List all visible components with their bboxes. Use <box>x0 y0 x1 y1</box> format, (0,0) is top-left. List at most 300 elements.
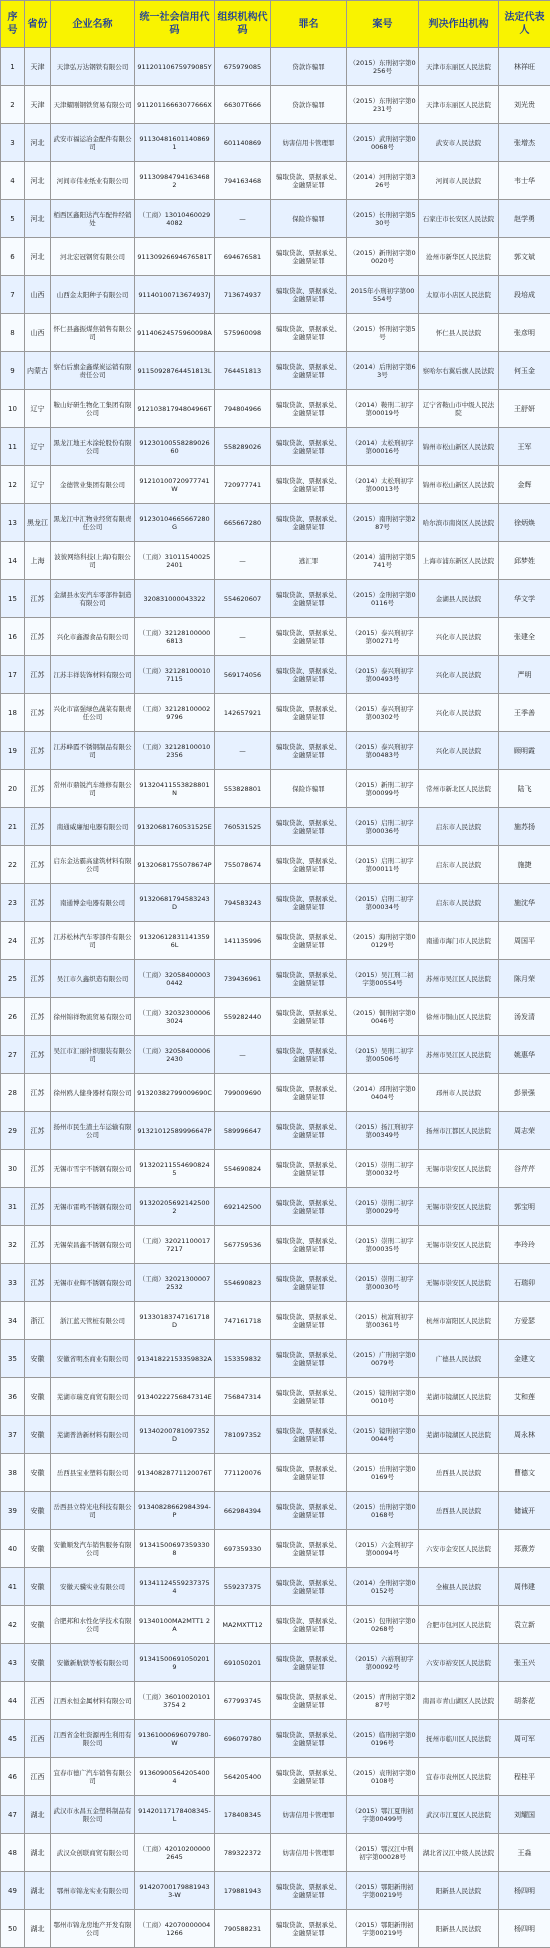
row-org-code: 142657921 <box>215 694 271 732</box>
row-case-no: （2014）鞍刑二初字第00019号 <box>347 390 419 428</box>
row-legal-rep: 张建全 <box>499 618 550 656</box>
row-org-code: 789322372 <box>215 1834 271 1872</box>
row-court: 杭州市富阳区人民法院 <box>419 1302 499 1340</box>
row-credit-code: 91340222756847314E <box>135 1378 215 1416</box>
row-org-code: 696079780 <box>215 1720 271 1758</box>
row-legal-rep: 曹德文 <box>499 1454 550 1492</box>
table-row <box>1 960 550 998</box>
table-row <box>1 656 550 694</box>
table-row <box>1 732 550 770</box>
row-legal-rep: 郑熹芳 <box>499 1530 550 1568</box>
row-crime: 骗取贷款、票据承兑、金融票证罪 <box>271 808 347 846</box>
row-crime: 骗取贷款、票据承兑、金融票证罪 <box>271 1226 347 1264</box>
row-crime: 骗取贷款、票据承兑、金融票证罪 <box>271 1682 347 1720</box>
row-no: 47 <box>1 1796 25 1834</box>
row-company: 南通威廉旭电器有限公司 <box>51 808 135 846</box>
row-case-no: （2014）后刑初字第63号 <box>347 352 419 390</box>
row-court: 天津市东丽区人民法院 <box>419 86 499 124</box>
row-legal-rep: 周永林 <box>499 1416 550 1454</box>
row-credit-code: （工商）321281000029796 <box>135 694 215 732</box>
row-province: 江西 <box>25 1720 51 1758</box>
table-row <box>1 1302 550 1340</box>
row-org-code: 794583243 <box>215 884 271 922</box>
row-legal-rep: 陆飞 <box>499 770 550 808</box>
row-org-code: 559282440 <box>215 998 271 1036</box>
row-case-no: （2015）六裕刑初字第00092号 <box>347 1644 419 1682</box>
row-no: 41 <box>1 1568 25 1606</box>
row-court: 河间市人民法院 <box>419 162 499 200</box>
row-no: 8 <box>1 314 25 352</box>
row-credit-code: 91341124559237375 4 <box>135 1568 215 1606</box>
row-crime: 骗取贷款、票据承兑、金融票证罪 <box>271 1606 347 1644</box>
row-company: 武安市福运冶金配件有限公司 <box>51 124 135 162</box>
row-company: 无锡市雷鸣不锈钢有限公司 <box>51 1188 135 1226</box>
row-crime: 骗取贷款、票据承兑、金融票证罪 <box>271 846 347 884</box>
row-org-code: 760531525 <box>215 808 271 846</box>
row-credit-code: 91210100720977741W <box>135 466 215 504</box>
row-no: 24 <box>1 922 25 960</box>
row-province: 安徽 <box>25 1530 51 1568</box>
row-no: 21 <box>1 808 25 846</box>
row-crime: 保险诈骗罪 <box>271 770 347 808</box>
row-province: 安徽 <box>25 1454 51 1492</box>
row-org-code: 739436961 <box>215 960 271 998</box>
header-no: 序号 <box>1 1 25 48</box>
row-case-no: （2015）金刑初字第00116号 <box>347 580 419 618</box>
row-no: 26 <box>1 998 25 1036</box>
row-company: 武汉市永昌五金塑料制品有限公司 <box>51 1796 135 1834</box>
row-credit-code: 91361000696079780-W <box>135 1720 215 1758</box>
row-company: 武汉众创联商贸有限公司 <box>51 1834 135 1872</box>
row-company: 无锡市雪宇不锈钢有限公司 <box>51 1150 135 1188</box>
row-company: 怀仁县鑫振煤焦销售有限公司 <box>51 314 135 352</box>
row-case-no: （2015）崇刑二初字第00032号 <box>347 1150 419 1188</box>
row-company: 兴化市鑫源食品有限公司 <box>51 618 135 656</box>
row-crime: 骗取贷款、票据承兑、金融票证罪 <box>271 1454 347 1492</box>
row-case-no: （2015）泰兴刑初字第00302号 <box>347 694 419 732</box>
row-court: 南昌市青山湖区人民法院 <box>419 1682 499 1720</box>
row-crime: 妨害信用卡管理罪 <box>271 124 347 162</box>
row-org-code: 691050201 <box>215 1644 271 1682</box>
row-no: 33 <box>1 1264 25 1302</box>
row-court: 广德县人民法院 <box>419 1340 499 1378</box>
row-crime: 骗取贷款、票据承兑、金融票证罪 <box>271 1530 347 1568</box>
row-province: 湖北 <box>25 1872 51 1910</box>
table-row <box>1 1378 550 1416</box>
row-case-no: （2015）启刑二初字第00011号 <box>347 846 419 884</box>
row-province: 安徽 <box>25 1568 51 1606</box>
row-credit-code: 91340828662984394-P <box>135 1492 215 1530</box>
row-legal-rep: 胡茶花 <box>499 1682 550 1720</box>
row-company: 启东金达霸高建筑材料有限公司 <box>51 846 135 884</box>
row-crime: 骗取贷款、票据承兑、金融票证罪 <box>271 1758 347 1796</box>
row-legal-rep: 郭宝明 <box>499 1188 550 1226</box>
row-legal-rep: 顾明霞 <box>499 732 550 770</box>
row-crime: 逃汇罪 <box>271 542 347 580</box>
row-credit-code: 91320612831141359 6L <box>135 922 215 960</box>
row-credit-code: 91320205692142500 2 <box>135 1188 215 1226</box>
row-legal-rep: 陈月荣 <box>499 960 550 998</box>
row-company: 安徽省明杰商业有限公司 <box>51 1340 135 1378</box>
row-province: 河北 <box>25 124 51 162</box>
row-legal-rep: 姚惠华 <box>499 1036 550 1074</box>
row-court: 哈尔滨市南岗区人民法院 <box>419 504 499 542</box>
row-court: 启东市人民法院 <box>419 884 499 922</box>
row-province: 安徽 <box>25 1340 51 1378</box>
row-credit-code: （工商）130104600294082 <box>135 200 215 238</box>
row-crime: 骗取贷款、票据承兑、金融票证罪 <box>271 1112 347 1150</box>
row-company: 鄂州市锦龙房地产开发有限公司 <box>51 1910 135 1948</box>
row-credit-code: 91420117178408345-L <box>135 1796 215 1834</box>
row-case-no: （2015）包刑初字第00268号 <box>347 1606 419 1644</box>
row-province: 江苏 <box>25 1188 51 1226</box>
row-company: 江西省金牡资源再生利用有限公司 <box>51 1720 135 1758</box>
row-case-no: （2015）东刑初字第0256号 <box>347 48 419 86</box>
row-org-code: — <box>215 542 271 580</box>
row-legal-rep: 施捷 <box>499 846 550 884</box>
row-province: 安徽 <box>25 1492 51 1530</box>
row-credit-code: 91320411553828801N <box>135 770 215 808</box>
row-org-code: 781097352 <box>215 1416 271 1454</box>
row-org-code: 675979085 <box>215 48 271 86</box>
row-court: 阳新县人民法院 <box>419 1872 499 1910</box>
row-company: 徐州锦祥物流贸易有限公司 <box>51 998 135 1036</box>
row-province: 上海 <box>25 542 51 580</box>
row-org-code: 559237375 <box>215 1568 271 1606</box>
row-court: 湖北省汉江中级人民法院 <box>419 1834 499 1872</box>
row-legal-rep: 王季善 <box>499 694 550 732</box>
header-legal-rep: 法定代表人 <box>499 1 550 48</box>
row-court: 苏州市吴江区人民法院 <box>419 1036 499 1074</box>
row-no: 40 <box>1 1530 25 1568</box>
row-case-no: （2015）启刑二初字第00036号 <box>347 808 419 846</box>
row-credit-code: 91130926694676581T <box>135 238 215 276</box>
row-court: 全椒县人民法院 <box>419 1568 499 1606</box>
row-credit-code: 91320681755078674P <box>135 846 215 884</box>
row-crime: 骗取贷款、票据承兑、金融票证罪 <box>271 1264 347 1302</box>
table-row <box>1 48 550 86</box>
row-no: 37 <box>1 1416 25 1454</box>
table-row <box>1 1074 550 1112</box>
row-case-no: （2015）怀刑初字第5号 <box>347 314 419 352</box>
row-case-no: （2015）武刑初字第00068号 <box>347 124 419 162</box>
row-crime: 骗取贷款、票据承兑、金融票证罪 <box>271 1910 347 1948</box>
row-company: 南通博金电器有限公司 <box>51 884 135 922</box>
row-case-no: （2015）镜刑初字第00044号 <box>347 1416 419 1454</box>
row-province: 江苏 <box>25 808 51 846</box>
row-no: 42 <box>1 1606 25 1644</box>
table-row <box>1 922 550 960</box>
row-province: 江苏 <box>25 1150 51 1188</box>
row-company: 江苏丰祥装饰材料有限公司 <box>51 656 135 694</box>
row-no: 34 <box>1 1302 25 1340</box>
row-court: 无锡市崇安区人民法院 <box>419 1226 499 1264</box>
row-case-no: （2014）河刑初字第326号 <box>347 162 419 200</box>
row-company: 无锡荣昌鑫不锈钢有限公司 <box>51 1226 135 1264</box>
row-no: 4 <box>1 162 25 200</box>
row-court: 宜春市袁州区人民法院 <box>419 1758 499 1796</box>
row-case-no: （2015）杭富刑初字第00361号 <box>347 1302 419 1340</box>
row-no: 16 <box>1 618 25 656</box>
row-court: 芜湖市镜湖区人民法院 <box>419 1378 499 1416</box>
row-no: 49 <box>1 1872 25 1910</box>
row-legal-rep: 周伟建 <box>499 1568 550 1606</box>
row-case-no: （2015）岳刑初字第00169号 <box>347 1454 419 1492</box>
row-org-code: 694676581 <box>215 238 271 276</box>
table-row <box>1 86 550 124</box>
row-no: 32 <box>1 1226 25 1264</box>
row-no: 19 <box>1 732 25 770</box>
row-credit-code: 91420700179881943 3-W <box>135 1872 215 1910</box>
header-case-no: 案号 <box>347 1 419 48</box>
row-case-no: （2015）泰兴刑初字第00483号 <box>347 732 419 770</box>
row-no: 12 <box>1 466 25 504</box>
table-row <box>1 1416 550 1454</box>
row-court: 邳州市人民法院 <box>419 1074 499 1112</box>
row-province: 辽宁 <box>25 428 51 466</box>
row-no: 29 <box>1 1112 25 1150</box>
row-court: 天津市东丽区人民法院 <box>419 48 499 86</box>
row-province: 江苏 <box>25 1074 51 1112</box>
row-credit-code: 91140100713674937J <box>135 276 215 314</box>
row-no: 36 <box>1 1378 25 1416</box>
row-org-code: 756847314 <box>215 1378 271 1416</box>
row-court: 怀仁县人民法院 <box>419 314 499 352</box>
row-legal-rep: 彭景强 <box>499 1074 550 1112</box>
row-company: 金德管业集团有限公司 <box>51 466 135 504</box>
row-province: 江苏 <box>25 1226 51 1264</box>
row-no: 27 <box>1 1036 25 1074</box>
row-company: 安徽顺发汽车销售服务有限公司 <box>51 1530 135 1568</box>
row-credit-code: （工商）320323000063024 <box>135 998 215 1036</box>
row-org-code: 554620607 <box>215 580 271 618</box>
row-case-no: （2015）鄂汉江中刑初字第00028号 <box>347 1834 419 1872</box>
header-credit-code: 统一社会信用代码 <box>135 1 215 48</box>
row-credit-code: 91340100MA2MTT1 2A <box>135 1606 215 1644</box>
row-no: 43 <box>1 1644 25 1682</box>
row-case-no: （2015）泰兴刑初字第00271号 <box>347 618 419 656</box>
table-row <box>1 1454 550 1492</box>
row-no: 50 <box>1 1910 25 1948</box>
row-court: 兴化市人民法院 <box>419 618 499 656</box>
row-legal-rep: 李玲玲 <box>499 1226 550 1264</box>
row-credit-code: （工商）320584000030442 <box>135 960 215 998</box>
row-credit-code: 91330183747161718D <box>135 1302 215 1340</box>
row-legal-rep: 谷芹芹 <box>499 1150 550 1188</box>
row-no: 9 <box>1 352 25 390</box>
row-court: 兴化市人民法院 <box>419 694 499 732</box>
row-company: 黑龙江中汇物业经贸有限责任公司 <box>51 504 135 542</box>
row-credit-code: 91320382799009690C <box>135 1074 215 1112</box>
row-legal-rep: 施苏扬 <box>499 808 550 846</box>
table-row <box>1 466 550 504</box>
row-crime: 骗取贷款、票据承兑、金融票证罪 <box>271 466 347 504</box>
row-case-no: （2015）袁刑初字第00108号 <box>347 1758 419 1796</box>
row-court: 无锡市崇安区人民法院 <box>419 1264 499 1302</box>
row-province: 江苏 <box>25 1112 51 1150</box>
row-province: 江苏 <box>25 884 51 922</box>
row-org-code: 554690823 <box>215 1264 271 1302</box>
row-org-code: — <box>215 618 271 656</box>
row-crime: 骗取贷款、票据承兑、金融票证罪 <box>271 1150 347 1188</box>
table-row <box>1 162 550 200</box>
row-crime: 骗取贷款、票据承兑、金融票证罪 <box>271 656 347 694</box>
row-org-code: MA2MXTT12 <box>215 1606 271 1644</box>
row-province: 安徽 <box>25 1378 51 1416</box>
row-crime: 骗取贷款、票据承兑、金融票证罪 <box>271 428 347 466</box>
row-credit-code: 91130984794163468 2 <box>135 162 215 200</box>
row-no: 46 <box>1 1758 25 1796</box>
row-province: 江西 <box>25 1758 51 1796</box>
row-no: 25 <box>1 960 25 998</box>
row-company: 金湖县永安汽车零部件制造有限公司 <box>51 580 135 618</box>
row-legal-rep: 刘光贵 <box>499 86 550 124</box>
row-crime: 骗取贷款、票据承兑、金融票证罪 <box>271 352 347 390</box>
header-org-code: 组织机构代码 <box>215 1 271 48</box>
row-no: 11 <box>1 428 25 466</box>
row-no: 31 <box>1 1188 25 1226</box>
row-org-code: 755078674 <box>215 846 271 884</box>
table-row <box>1 1568 550 1606</box>
row-province: 安徽 <box>25 1644 51 1682</box>
row-case-no: （2014）浦刑初字第5741号 <box>347 542 419 580</box>
row-crime: 骗取贷款、票据承兑、金融票证罪 <box>271 694 347 732</box>
table-row <box>1 808 550 846</box>
table-row <box>1 1834 550 1872</box>
row-court: 常州市新北区人民法院 <box>419 770 499 808</box>
row-legal-rep: 徐炳焕 <box>499 504 550 542</box>
row-province: 湖北 <box>25 1910 51 1948</box>
row-province: 江苏 <box>25 618 51 656</box>
row-court: 六安市金安区人民法院 <box>419 1530 499 1568</box>
row-crime: 骗取贷款、票据承兑、金融票证罪 <box>271 618 347 656</box>
row-legal-rep: 金辉 <box>499 466 550 504</box>
row-province: 湖北 <box>25 1796 51 1834</box>
row-org-code: 771120076 <box>215 1454 271 1492</box>
row-crime: 骗取贷款、票据承兑、金融票证罪 <box>271 276 347 314</box>
row-credit-code: 91341500697359330 8 <box>135 1530 215 1568</box>
row-court: 苏州市吴江区人民法院 <box>419 960 499 998</box>
row-province: 江苏 <box>25 1036 51 1074</box>
row-no: 20 <box>1 770 25 808</box>
header-province: 省份 <box>25 1 51 48</box>
row-case-no: （2015）鄂江夏刑初字第00499号 <box>347 1796 419 1834</box>
table-row <box>1 1796 550 1834</box>
row-org-code: 553828801 <box>215 770 271 808</box>
row-court: 抚州市临川区人民法院 <box>419 1720 499 1758</box>
row-case-no: （2015）临刑初字第00196号 <box>347 1720 419 1758</box>
row-credit-code: 91320681794583243D <box>135 884 215 922</box>
row-company: 栢西区鑫阳达汽车配件经销处 <box>51 200 135 238</box>
row-no: 38 <box>1 1454 25 1492</box>
row-court: 金湖县人民法院 <box>419 580 499 618</box>
row-credit-code: （工商）420102000002645 <box>135 1834 215 1872</box>
row-org-code: 178408345 <box>215 1796 271 1834</box>
row-legal-rep: 袁立新 <box>499 1606 550 1644</box>
row-company: 宜春市德广汽车销售有限公司 <box>51 1758 135 1796</box>
row-case-no: （2014）邳刑初字第00404号 <box>347 1074 419 1112</box>
row-court: 岳西县人民法院 <box>419 1492 499 1530</box>
row-province: 江苏 <box>25 694 51 732</box>
row-company: 吴江市久鑫织造有限公司 <box>51 960 135 998</box>
table-row <box>1 1720 550 1758</box>
row-company: 鞍山好研生物化工集团有限公司 <box>51 390 135 428</box>
row-org-code: 764451813 <box>215 352 271 390</box>
table-row <box>1 1530 550 1568</box>
row-no: 30 <box>1 1150 25 1188</box>
row-province: 江苏 <box>25 770 51 808</box>
table-row <box>1 1150 550 1188</box>
row-credit-code: 91230100558289026 60 <box>135 428 215 466</box>
row-no: 44 <box>1 1682 25 1720</box>
row-legal-rep: 周国平 <box>499 922 550 960</box>
row-crime: 保险诈骗罪 <box>271 200 347 238</box>
table-body <box>1 48 550 1948</box>
row-company: 江苏峰霞不锈钢制品有限公司 <box>51 732 135 770</box>
row-credit-code: 91120110675979085Y <box>135 48 215 86</box>
table-row <box>1 390 550 428</box>
row-credit-code: 91360900564205400 4 <box>135 1758 215 1796</box>
row-org-code: 665667280 <box>215 504 271 542</box>
row-no: 48 <box>1 1834 25 1872</box>
row-credit-code: （工商）360100201013754 2 <box>135 1682 215 1720</box>
row-credit-code: 91140624575960098A <box>135 314 215 352</box>
row-legal-rep: 严明 <box>499 656 550 694</box>
table-row <box>1 846 550 884</box>
row-legal-rep: 金建文 <box>499 1340 550 1378</box>
table-row <box>1 618 550 656</box>
row-case-no: （2015）海刑初字第00129号 <box>347 922 419 960</box>
table-row <box>1 1872 550 1910</box>
row-province: 天津 <box>25 86 51 124</box>
row-legal-rep: 周可军 <box>499 1720 550 1758</box>
row-company: 合肥邦和水性化学技术有限公司 <box>51 1606 135 1644</box>
row-case-no: （2015）崇刑二初字第00029号 <box>347 1188 419 1226</box>
table-row <box>1 200 550 238</box>
row-legal-rep: 段培成 <box>499 276 550 314</box>
row-court: 南通市海门市人民法院 <box>419 922 499 960</box>
row-org-code: 799009690 <box>215 1074 271 1112</box>
row-crime: 骗取贷款、票据承兑、金融票证罪 <box>271 1074 347 1112</box>
row-org-code: 747161718 <box>215 1302 271 1340</box>
row-legal-rep: 郭文斌 <box>499 238 550 276</box>
row-company: 扬州市民生渣土车运输有限公司 <box>51 1112 135 1150</box>
row-court: 兴化市人民法院 <box>419 732 499 770</box>
row-province: 河北 <box>25 200 51 238</box>
row-case-no: （2015）崇刑二初字第00035号 <box>347 1226 419 1264</box>
row-case-no: （2015）泰兴刑初字第00493号 <box>347 656 419 694</box>
row-legal-rep: 韦士华 <box>499 162 550 200</box>
row-credit-code: （工商）320584000062430 <box>135 1036 215 1074</box>
row-legal-rep: 杨四明 <box>499 1910 550 1948</box>
row-province: 江苏 <box>25 732 51 770</box>
row-crime: 骗取贷款、票据承兑、金融票证罪 <box>271 314 347 352</box>
row-no: 17 <box>1 656 25 694</box>
row-crime: 骗取贷款、票据承兑、金融票证罪 <box>271 238 347 276</box>
row-company: 兴化市富强绿色蔬菜有限责任公司 <box>51 694 135 732</box>
row-credit-code: 91150928764451813L <box>135 352 215 390</box>
row-crime: 骗取贷款、票据承兑、金融票证罪 <box>271 1568 347 1606</box>
row-org-code: 794163468 <box>215 162 271 200</box>
row-case-no: （2015）崇刑二初字第00030号 <box>347 1264 419 1302</box>
row-province: 河北 <box>25 162 51 200</box>
row-case-no: （2014）全刑初字第00152号 <box>347 1568 419 1606</box>
row-org-code: 153359832 <box>215 1340 271 1378</box>
row-legal-rep: 周志荣 <box>499 1112 550 1150</box>
row-no: 1 <box>1 48 25 86</box>
row-crime: 骗取贷款、票据承兑、金融票证罪 <box>271 732 347 770</box>
row-case-no: （2015）吴刑二初字第00506号 <box>347 1036 419 1074</box>
